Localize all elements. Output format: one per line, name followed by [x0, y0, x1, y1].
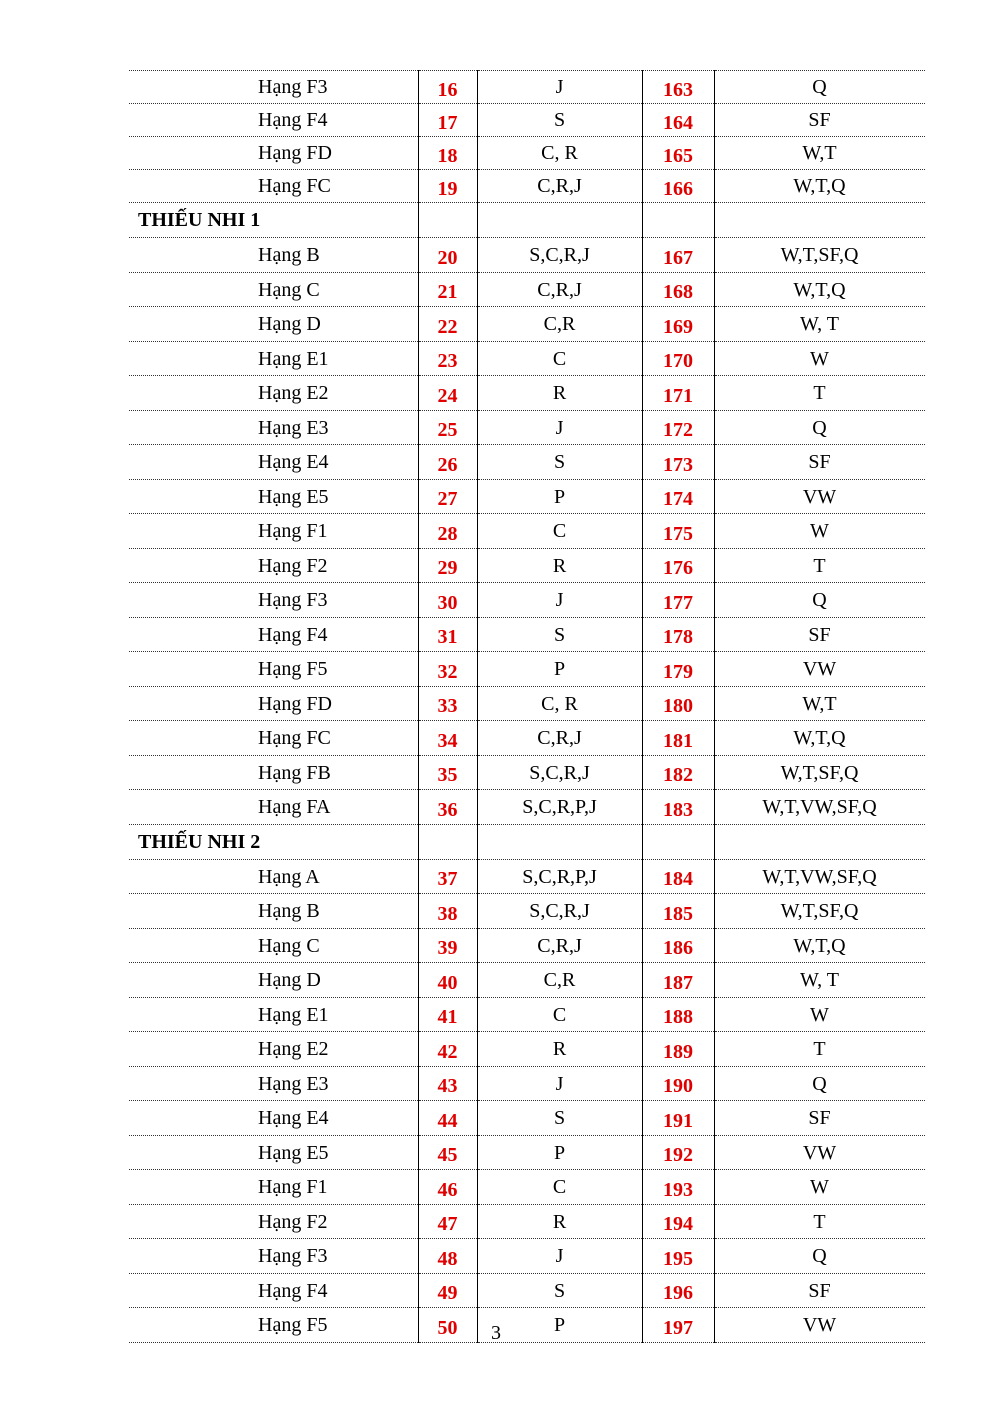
dances-single: S [477, 1273, 642, 1308]
category-name: Hạng B [129, 894, 418, 929]
category-name: Hạng E1 [129, 997, 418, 1032]
dances-group: T [714, 1204, 925, 1239]
dances-single: C,R,J [477, 928, 642, 963]
event-number-group: 166 [642, 170, 714, 203]
event-number-group: 163 [642, 71, 714, 104]
dances-single: P [477, 479, 642, 514]
event-number-group: 186 [642, 928, 714, 963]
dances-single: J [477, 583, 642, 618]
table-row [129, 272, 925, 307]
category-name: Hạng F1 [129, 1170, 418, 1205]
dances-group: W,T,SF,Q [714, 894, 925, 929]
table-row [129, 1101, 925, 1136]
category-name: Hạng C [129, 272, 418, 307]
event-number-group: 169 [642, 307, 714, 342]
table-row [129, 686, 925, 721]
table-row [129, 307, 925, 342]
event-number-group: 190 [642, 1066, 714, 1101]
dances-group: Q [714, 583, 925, 618]
dances-single: J [477, 71, 642, 104]
table-row [129, 71, 925, 104]
table-body [129, 71, 925, 1343]
dances-single: J [477, 1239, 642, 1274]
event-number-single: 31 [418, 617, 477, 652]
event-number-group: 165 [642, 137, 714, 170]
event-number-group: 178 [642, 617, 714, 652]
section-header-row [129, 203, 925, 238]
event-number-group: 177 [642, 583, 714, 618]
table-row [129, 583, 925, 618]
dances-single: S,C,R,J [477, 238, 642, 273]
dances-single: C,R,J [477, 272, 642, 307]
dances-group: W,T,Q [714, 721, 925, 756]
dances-single: S,C,R,P,J [477, 790, 642, 825]
category-name: Hạng F4 [129, 104, 418, 137]
table-row [129, 445, 925, 480]
section-title: THIẾU NHI 1 [129, 203, 418, 238]
table-row [129, 652, 925, 687]
page-number: 3 [491, 1322, 501, 1344]
category-name: Hạng E3 [129, 1066, 418, 1101]
dances-single: P [477, 652, 642, 687]
table-row [129, 894, 925, 929]
category-name: Hạng E5 [129, 479, 418, 514]
event-number-group: 192 [642, 1135, 714, 1170]
event-number-group: 196 [642, 1273, 714, 1308]
table-row [129, 859, 925, 894]
table-row [129, 1032, 925, 1067]
event-number-group: 187 [642, 963, 714, 998]
event-number-single: 42 [418, 1032, 477, 1067]
dances-group: SF [714, 617, 925, 652]
event-number-group: 175 [642, 514, 714, 549]
category-name: Hạng F2 [129, 548, 418, 583]
dances-group: W,T,VW,SF,Q [714, 859, 925, 894]
event-number-group: 164 [642, 104, 714, 137]
dances-group: SF [714, 445, 925, 480]
event-number-group [642, 203, 714, 238]
event-number-group: 184 [642, 859, 714, 894]
dances-group: W [714, 1170, 925, 1205]
dances-group: VW [714, 1308, 925, 1343]
category-name: Hạng E4 [129, 445, 418, 480]
dances-group: W [714, 997, 925, 1032]
event-number-single: 40 [418, 963, 477, 998]
table-row [129, 104, 925, 137]
event-number-single: 20 [418, 238, 477, 273]
event-number-single: 22 [418, 307, 477, 342]
event-number-single: 48 [418, 1239, 477, 1274]
event-number-group: 167 [642, 238, 714, 273]
dances-group [714, 203, 925, 238]
event-number-group: 172 [642, 410, 714, 445]
table-row [129, 341, 925, 376]
table-row [129, 548, 925, 583]
dances-group: SF [714, 104, 925, 137]
dances-single: S [477, 445, 642, 480]
dances-group: W, T [714, 307, 925, 342]
event-number-group: 197 [642, 1308, 714, 1343]
event-number-group: 173 [642, 445, 714, 480]
event-number-single: 43 [418, 1066, 477, 1101]
category-name: Hạng B [129, 238, 418, 273]
dances-group: VW [714, 652, 925, 687]
event-number-group: 189 [642, 1032, 714, 1067]
dances-single: C [477, 341, 642, 376]
event-number-group: 183 [642, 790, 714, 825]
dances-single: J [477, 1066, 642, 1101]
event-number-single: 37 [418, 859, 477, 894]
dances-single [477, 824, 642, 859]
dances-group: W [714, 341, 925, 376]
dances-group: W,T,Q [714, 928, 925, 963]
event-number-single: 16 [418, 71, 477, 104]
category-name: Hạng D [129, 307, 418, 342]
category-name: Hạng F3 [129, 583, 418, 618]
table-row [129, 790, 925, 825]
table-row [129, 1273, 925, 1308]
event-number-single: 39 [418, 928, 477, 963]
table-row [129, 997, 925, 1032]
event-number-single: 29 [418, 548, 477, 583]
table-row [129, 137, 925, 170]
category-name: Hạng F5 [129, 1308, 418, 1343]
dances-single: C,R,J [477, 170, 642, 203]
event-number-group: 188 [642, 997, 714, 1032]
dances-group: T [714, 548, 925, 583]
dances-single: S [477, 1101, 642, 1136]
dances-single: C,R [477, 307, 642, 342]
category-name: Hạng FD [129, 686, 418, 721]
event-number-single: 17 [418, 104, 477, 137]
table-row [129, 1204, 925, 1239]
category-name: Hạng F4 [129, 617, 418, 652]
table-row [129, 1135, 925, 1170]
event-number-single: 38 [418, 894, 477, 929]
table-row [129, 1170, 925, 1205]
dances-group: W,T,SF,Q [714, 238, 925, 273]
event-number-single: 21 [418, 272, 477, 307]
dances-group: Q [714, 71, 925, 104]
dances-group: Q [714, 1239, 925, 1274]
dances-single: C,R [477, 963, 642, 998]
table-row [129, 479, 925, 514]
dances-group: SF [714, 1101, 925, 1136]
event-number-group: 182 [642, 755, 714, 790]
category-name: Hạng E2 [129, 1032, 418, 1067]
dances-single: C [477, 514, 642, 549]
dances-group: Q [714, 410, 925, 445]
event-number-single: 36 [418, 790, 477, 825]
dances-single: S,C,R,J [477, 894, 642, 929]
event-number-single [418, 824, 477, 859]
category-name: Hạng E4 [129, 1101, 418, 1136]
dances-group: W,T,Q [714, 272, 925, 307]
event-number-single: 33 [418, 686, 477, 721]
event-number-single: 30 [418, 583, 477, 618]
event-number-single: 49 [418, 1273, 477, 1308]
event-number-single: 46 [418, 1170, 477, 1205]
event-number-group: 181 [642, 721, 714, 756]
dances-group: W,T,Q [714, 170, 925, 203]
table-row [129, 1239, 925, 1274]
dances-group: W,T,VW,SF,Q [714, 790, 925, 825]
dances-group: W, T [714, 963, 925, 998]
dances-single: C, R [477, 686, 642, 721]
event-number-group: 179 [642, 652, 714, 687]
event-number-single: 19 [418, 170, 477, 203]
event-number-single: 27 [418, 479, 477, 514]
event-number-single: 44 [418, 1101, 477, 1136]
category-name: Hạng E2 [129, 376, 418, 411]
dances-single: C,R,J [477, 721, 642, 756]
dances-group: W [714, 514, 925, 549]
event-number-group: 174 [642, 479, 714, 514]
dances-group: T [714, 376, 925, 411]
event-number-single: 23 [418, 341, 477, 376]
category-name: Hạng E5 [129, 1135, 418, 1170]
table-row [129, 1066, 925, 1101]
event-number-single: 35 [418, 755, 477, 790]
table-row [129, 514, 925, 549]
event-number-single: 45 [418, 1135, 477, 1170]
category-table [129, 70, 925, 1343]
category-name: Hạng D [129, 963, 418, 998]
event-number-group: 168 [642, 272, 714, 307]
category-name: Hạng FC [129, 170, 418, 203]
table-row [129, 617, 925, 652]
event-number-single: 28 [418, 514, 477, 549]
dances-group: VW [714, 479, 925, 514]
category-name: Hạng FA [129, 790, 418, 825]
dances-group: T [714, 1032, 925, 1067]
event-number-group [642, 824, 714, 859]
dances-single: C [477, 997, 642, 1032]
category-name: Hạng E1 [129, 341, 418, 376]
dances-single: S,C,R,P,J [477, 859, 642, 894]
dances-group: W,T [714, 137, 925, 170]
category-name: Hạng E3 [129, 410, 418, 445]
dances-single: S [477, 104, 642, 137]
event-number-group: 191 [642, 1101, 714, 1136]
table-row [129, 238, 925, 273]
dances-single: R [477, 1204, 642, 1239]
dances-group: SF [714, 1273, 925, 1308]
dances-single: J [477, 410, 642, 445]
table-row [129, 721, 925, 756]
event-number-single: 25 [418, 410, 477, 445]
dances-group: W,T [714, 686, 925, 721]
event-number-group: 195 [642, 1239, 714, 1274]
dances-single: S [477, 617, 642, 652]
table-row [129, 410, 925, 445]
table-row [129, 755, 925, 790]
event-number-single: 34 [418, 721, 477, 756]
event-number-single [418, 203, 477, 238]
event-number-group: 185 [642, 894, 714, 929]
category-name: Hạng F4 [129, 1273, 418, 1308]
dances-group: Q [714, 1066, 925, 1101]
category-name: Hạng C [129, 928, 418, 963]
event-number-group: 193 [642, 1170, 714, 1205]
category-name: Hạng F3 [129, 71, 418, 104]
event-number-group: 176 [642, 548, 714, 583]
event-number-single: 18 [418, 137, 477, 170]
event-number-single: 47 [418, 1204, 477, 1239]
category-name: Hạng F2 [129, 1204, 418, 1239]
event-number-single: 26 [418, 445, 477, 480]
dances-single: C [477, 1170, 642, 1205]
category-name: Hạng FC [129, 721, 418, 756]
dances-single: P [477, 1308, 642, 1343]
event-number-group: 171 [642, 376, 714, 411]
section-title: THIẾU NHI 2 [129, 824, 418, 859]
event-number-group: 170 [642, 341, 714, 376]
section-header-row [129, 824, 925, 859]
dances-single: C, R [477, 137, 642, 170]
dances-group [714, 824, 925, 859]
dances-single: R [477, 548, 642, 583]
table-row [129, 928, 925, 963]
dances-single: R [477, 376, 642, 411]
table-row [129, 170, 925, 203]
category-name: Hạng F1 [129, 514, 418, 549]
event-number-single: 50 [418, 1308, 477, 1343]
dances-single: P [477, 1135, 642, 1170]
category-name: Hạng F5 [129, 652, 418, 687]
table-row [129, 376, 925, 411]
category-name: Hạng F3 [129, 1239, 418, 1274]
dances-single [477, 203, 642, 238]
table-row [129, 963, 925, 998]
category-name: Hạng A [129, 859, 418, 894]
category-name: Hạng FD [129, 137, 418, 170]
event-number-group: 180 [642, 686, 714, 721]
dances-group: VW [714, 1135, 925, 1170]
category-name: Hạng FB [129, 755, 418, 790]
event-number-single: 32 [418, 652, 477, 687]
event-number-single: 24 [418, 376, 477, 411]
dances-single: R [477, 1032, 642, 1067]
event-number-single: 41 [418, 997, 477, 1032]
dances-group: W,T,SF,Q [714, 755, 925, 790]
event-number-group: 194 [642, 1204, 714, 1239]
dances-single: S,C,R,J [477, 755, 642, 790]
